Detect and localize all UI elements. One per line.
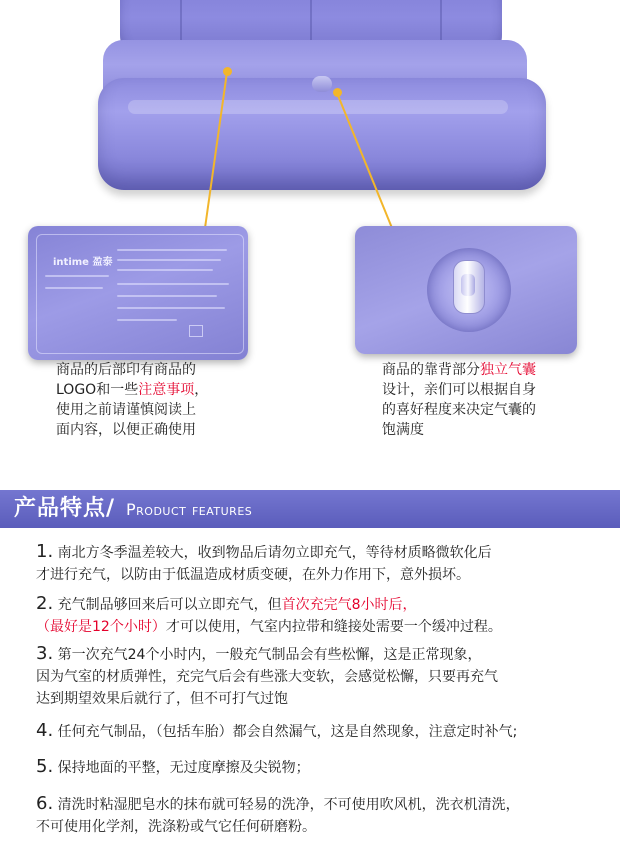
brand-logo: intime 盈泰	[53, 257, 113, 268]
caption-valve	[382, 360, 582, 440]
feature-text: 任何充气制品，（包括车胎）都会自然漏气，这是自然现象，注意定时补气;	[57, 724, 518, 740]
feature-text: 才可以使用，气室内拉带和缝接处需要一个缓冲过程。	[165, 619, 502, 635]
caption-right-line3: 的喜好程度来决定气囊的	[382, 402, 536, 418]
feature-text: 第一次充气24个小时内，一般充气制品会有些松懈，这是正常现象，	[57, 647, 482, 663]
caption-left-line3: 使用之前请谨慎阅读上	[56, 402, 196, 418]
care-label	[36, 234, 244, 354]
banner-title: 产品特点/	[14, 496, 116, 521]
pointer-line-label	[205, 72, 227, 228]
feature-text: 清洗时粘湿肥皂水的抹布就可轻易的洗净，不可使用吹风机，洗衣机清洗，	[57, 797, 520, 813]
caption-left-and: 和一些	[96, 382, 139, 398]
feature-text: 不可使用化学剂，洗涤粉或气它任何研磨粉。	[36, 819, 316, 835]
feature-item-5	[36, 756, 606, 779]
feature-text: 因为气室的材质弹性，充完气后会有些涨大变软，会感觉松懈，只要再充气	[36, 669, 498, 685]
caption-right-line1	[382, 360, 582, 380]
pointer-line-valve	[337, 93, 392, 228]
caption-left-logo: LOGO	[56, 382, 97, 398]
feature-item-1	[36, 541, 606, 586]
caption-left-notice: 注意事项	[138, 382, 195, 398]
valve-closeup-image	[355, 226, 577, 354]
caption-right-airbag: 独立气囊	[480, 362, 536, 378]
feature-text: 才进行充气，以防由于低温造成材质变硬，在外力作用下，意外损坏。	[36, 567, 470, 583]
banner-subtitle: Product features	[126, 500, 253, 519]
caption-right-part: 商品的靠背部分	[382, 362, 480, 378]
feature-item-2	[36, 593, 606, 638]
caption-label	[56, 360, 266, 440]
feature-item-6	[36, 793, 606, 838]
feature-number: 2.	[36, 593, 54, 614]
feature-item-3	[36, 643, 606, 710]
feature-text: 保持地面的平整，无过度摩擦及尖锐物；	[57, 760, 310, 776]
caption-right-line4: 饱满度	[382, 422, 424, 438]
warning-badge-icon	[189, 325, 203, 337]
feature-number: 3.	[36, 643, 54, 664]
feature-number: 5.	[36, 756, 54, 777]
caption-left-line4: 面内容，以便正确使用	[56, 422, 196, 438]
feature-text: 达到期望效果后就行了，但不可打气过饱	[36, 691, 288, 707]
valve-stem	[461, 274, 475, 296]
label-closeup-image	[28, 226, 248, 360]
feature-number: 6.	[36, 793, 54, 814]
feature-number: 1.	[36, 541, 54, 562]
feature-highlight: 首次充完气8小时后，	[281, 597, 417, 613]
pointer-lines	[0, 0, 620, 240]
caption-right-line2: 设计，亲们可以根据自身	[382, 382, 536, 398]
caption-left-comma: ，	[194, 382, 209, 398]
feature-text: 南北方冬季温差较大，收到物品后请勿立即充气，等待材质略微软化后	[57, 545, 492, 561]
feature-number: 4.	[36, 720, 54, 741]
feature-text: 充气制品够回来后可以立即充气，但	[57, 597, 282, 613]
feature-highlight: （最好是12个小时）	[36, 619, 166, 635]
features-banner	[0, 490, 620, 528]
caption-left-line2	[56, 380, 266, 400]
feature-item-4	[36, 720, 606, 743]
caption-left-line1: 商品的后部印有商品的	[56, 362, 196, 378]
